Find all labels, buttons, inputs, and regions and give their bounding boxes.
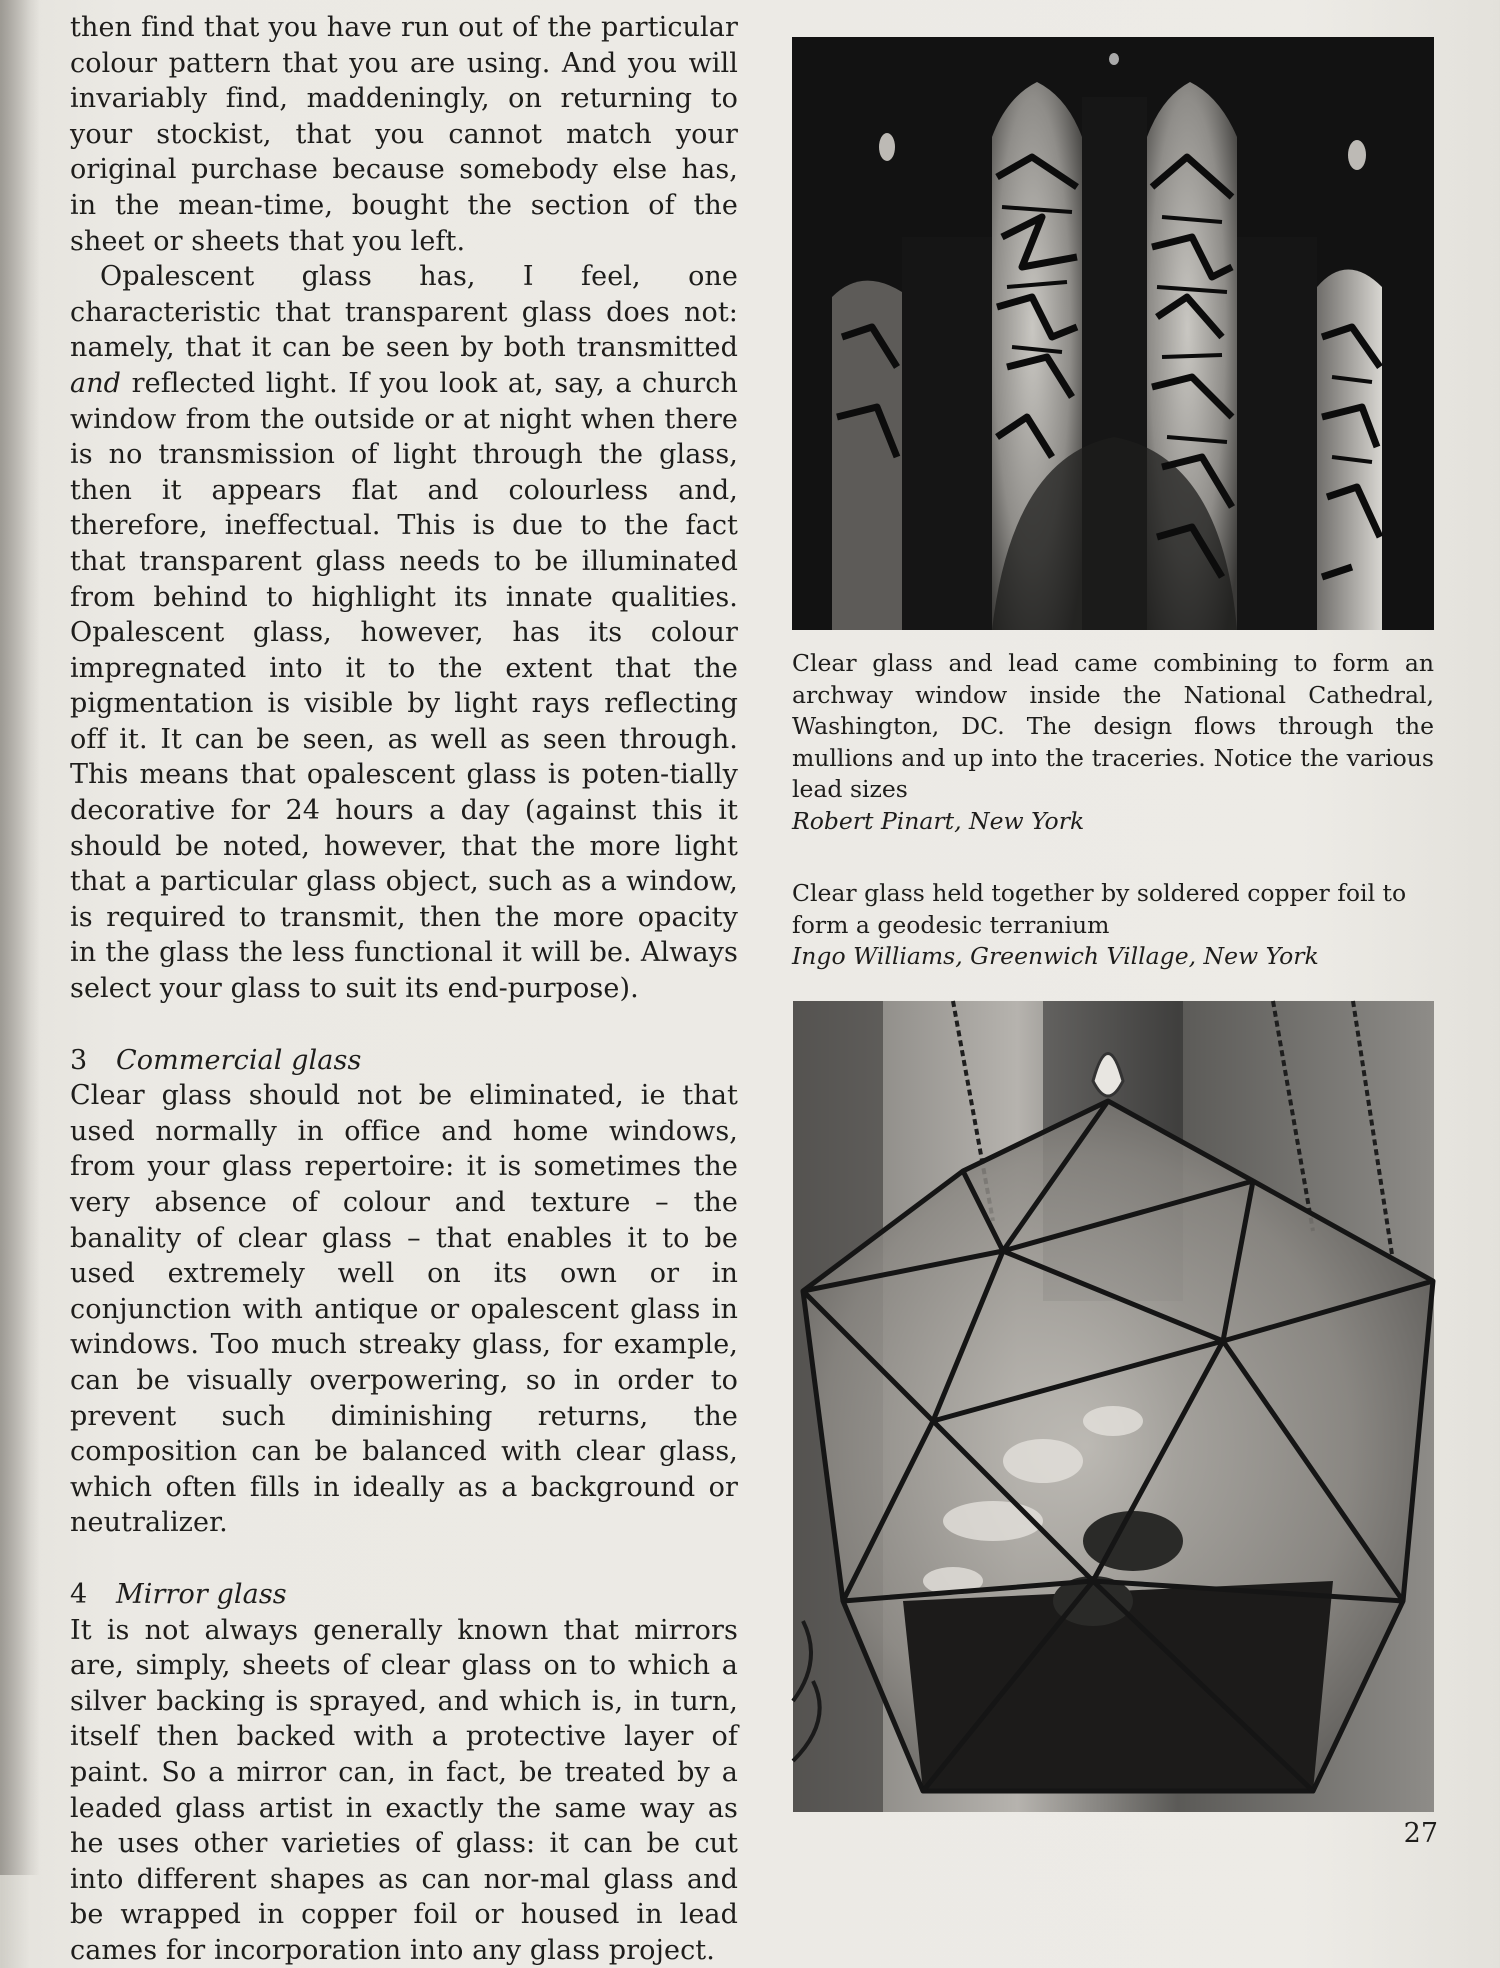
- paragraph-continued: then find that you have run out of the particular colour pattern that you are using. And you will invariably find, maddeningly, on returning to your stockist, that you cannot match your original purchase because somebody else has, in the mean-time, bought the section of the sheet or sheets that you left.: [70, 12, 738, 257]
- section-title: Commercial glass: [116, 1044, 362, 1076]
- caption-text: Clear glass and lead came combining to form an archway window inside the National Cathedral, Washington, DC. The design flows through the mullions and up into the traceries. Notice the various lead sizes: [792, 649, 1434, 804]
- terrarium-photo-caption: [792, 878, 1434, 973]
- page-number: 27: [1403, 1818, 1438, 1849]
- section-heading-mirror-glass: [70, 1577, 738, 1613]
- section-heading-commercial-glass: [70, 1043, 738, 1079]
- page-gutter-shadow: [0, 0, 40, 1875]
- paragraph-opalescent-start: Opalescent glass has, I feel, one characteristic that transparent glass does not: namely, that it can be seen by both transmitted: [70, 261, 738, 364]
- caption-text: Clear glass held together by soldered copper foil to form a geodesic terranium: [792, 879, 1407, 939]
- section-number: 4: [70, 1578, 88, 1610]
- window-photo-caption: [792, 648, 1434, 838]
- paragraph-mirror-glass: It is not always generally known that mirrors are, simply, sheets of clear glass on to which a silver backing is sprayed, and which is, in turn, itself then backed with a protective layer of paint. So a mirror can, in fact, be treated by a leaded glass artist in exactly the same way as he uses other varieties of glass: it can be cut into different shapes as can nor-mal glass and be wrapped in copper foil or housed in lead cames for incorporation into any glass project.: [70, 1614, 738, 1966]
- geodesic-terrarium-photo: [793, 1001, 1434, 1812]
- paragraph-opalescent-end: reflected light. If you look at, say, a church window from the outside or at night when there is no transmission of light through the glass, then it appears flat and colourless and, therefore, ineffectual. This is due to the fact that transparent glass needs to be illuminated from behind to highlight its innate qualities. Opalescent glass, however, has its colour impregnated into it to the extent that the pigmentation is visible by light rays reflecting off it. It can be seen, as well as seen through. This means that opalescent glass is poten-tially decorative for 24 hours a day (against this it should be noted, however, that the more light that a particular glass object, such as a window, is required to transmit, then the more opacity in the glass the less functional it will be. Always select your glass to suit its end-purpose).: [70, 367, 738, 1005]
- section-title: Mirror glass: [116, 1578, 287, 1610]
- photo-credit: Robert Pinart, New York: [792, 806, 1085, 835]
- paragraph-commercial-glass: Clear glass should not be eliminated, ie that used normally in office and home windows, from your glass repertoire: it is sometimes the very absence of colour and texture – the banality of clear glass – that enables it to be used extremely well on its own or in conjunction with antique or opalescent glass in windows. Too much streaky glass, for example, can be visually overpowering, so in order to prevent such diminishing returns, the composition can be balanced with clear glass, which often fills in ideally as a background or neutralizer.: [70, 1080, 738, 1539]
- cathedral-window-photo: [792, 37, 1434, 630]
- main-text-column: [70, 10, 738, 1968]
- emphasis-and: and: [70, 367, 122, 399]
- photo-credit: Ingo Williams, Greenwich Village, New York: [792, 942, 1319, 971]
- section-number: 3: [70, 1044, 88, 1076]
- paragraph-opalescent: [70, 259, 738, 1006]
